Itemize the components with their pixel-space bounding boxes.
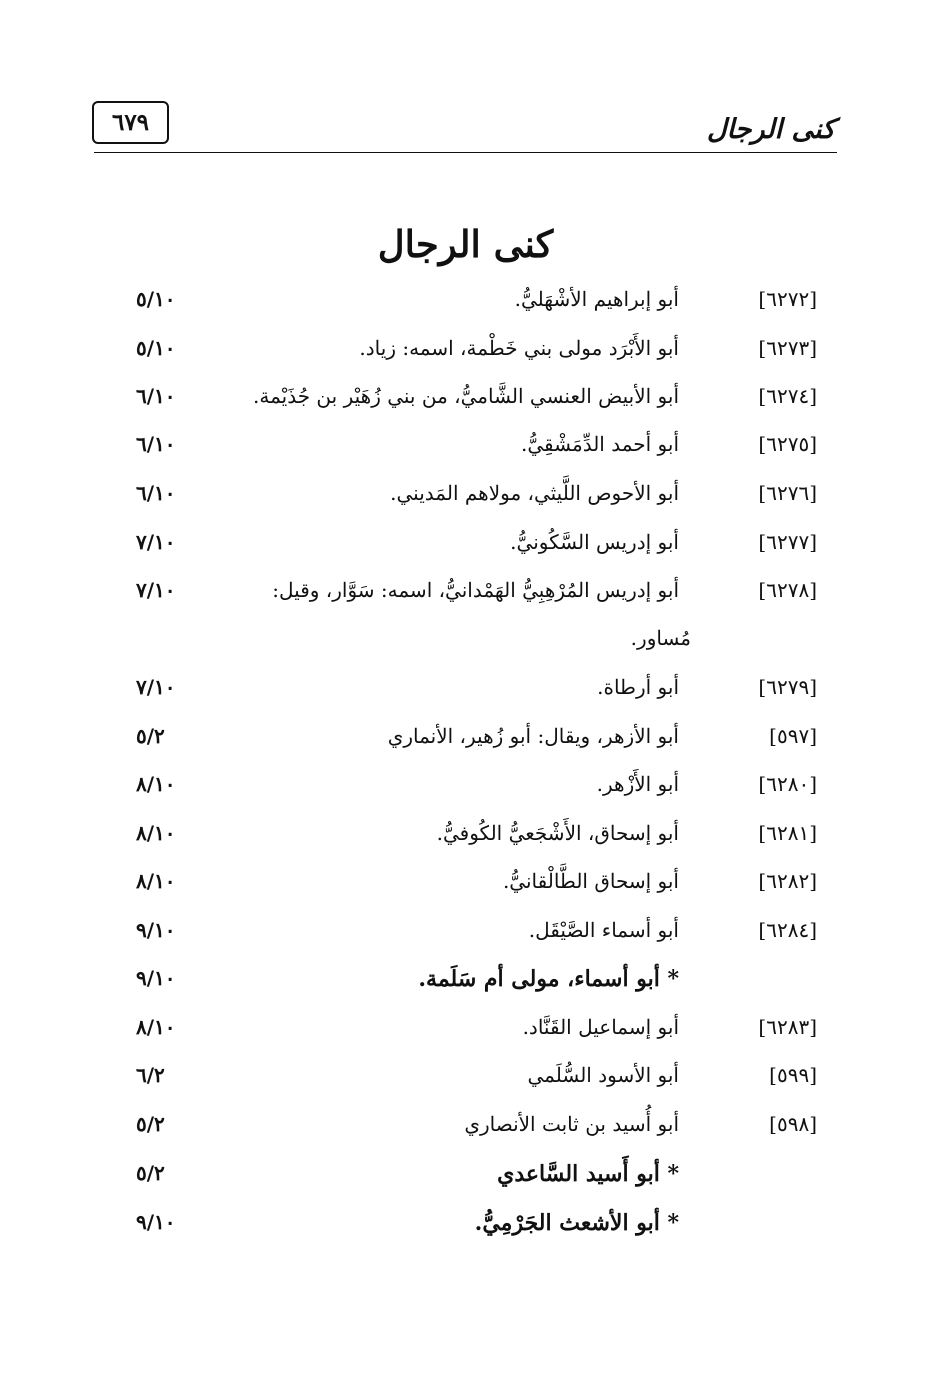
entry-reference: ٥/١٠ [136,336,176,360]
entry-row [0,869,941,909]
entry-number: [٥٩٩] [769,1063,817,1087]
entry-number: [٥٩٧] [769,724,817,748]
entry-row [0,1210,941,1250]
entry-number: [٦٢٧٢] [758,287,817,311]
entry-name: أبو إدريس المُرْهِبِيُّ الهَمْدانيُّ، اسمه: سَوَّار، وقيل: [272,578,679,602]
entry-name: أبو إبراهيم الأشْهَليُّ. [514,287,679,311]
entry-reference: ٥/٢ [136,1112,165,1136]
entry-reference: ٥/٢ [136,724,165,748]
entry-reference: ٧/١٠ [136,530,176,554]
entry-name: * أبو الأشعث الجَرْمِيُّ. [474,1210,679,1236]
entry-name: أبو الأسود السُّلَمي [527,1063,679,1087]
entry-reference: ٩/١٠ [136,1210,176,1234]
entry-row [0,675,941,715]
entry-name: أبو إسحاق الطَّالْقانيُّ. [502,869,679,893]
entry-name: أبو أحمد الدِّمَشْقِيُّ. [521,432,679,456]
entry-number: [٦٢٨١] [758,821,817,845]
entry-reference: ٦/١٠ [136,432,176,456]
page-number-box [92,101,169,144]
entry-name: أبو إسحاق، الأَشْجَعيُّ الكُوفيُّ. [436,821,679,845]
entry-reference: ٨/١٠ [136,1015,176,1039]
entry-reference: ٨/١٠ [136,869,176,893]
entry-row [0,1015,941,1055]
entry-number: [٦٢٨٠] [758,772,817,796]
entry-number: [٦٢٨٤] [758,918,817,942]
entry-name: أبو أرطاة. [597,675,679,699]
entry-reference: ٦/١٠ [136,481,176,505]
entry-number: [٥٩٨] [769,1112,817,1136]
entry-name: * أبو أسماء، مولى أم سَلَمة. [418,966,679,992]
entry-row [0,821,941,861]
entry-row [0,384,941,424]
entry-name: أبو الأبيض العنسي الشَّاميُّ، من بني زُهَيْر بن جُذَيْمة. [253,384,679,408]
entry-name: أبو الأَزْهر. [596,772,679,796]
entry-row [0,966,941,1006]
entry-number: [٦٢٧٤] [758,384,817,408]
entry-row [0,1112,941,1152]
entry-reference: ٦/١٠ [136,384,176,408]
entry-row [0,772,941,812]
section-title: كنى الرجال [377,222,554,266]
entry-number: [٦٢٧٦] [758,481,817,505]
entry-name: أبو إسماعيل القَنَّاد. [522,1015,679,1039]
entry-reference: ٩/١٠ [136,918,176,942]
entry-number: [٦٢٧٧] [758,530,817,554]
entry-name: أبو أُسيد بن ثابت الأنصاري [464,1112,679,1136]
entry-row [0,918,941,958]
running-header-title: كنى الرجال [706,114,835,145]
entry-reference: ٥/١٠ [136,287,176,311]
entry-number: [٦٢٨٣] [758,1015,817,1039]
entry-row [0,530,941,570]
entry-row [0,1161,941,1201]
entry-reference: ٧/١٠ [136,675,176,699]
entry-number: [٦٢٧٣] [758,336,817,360]
entry-row [0,287,941,327]
entry-name: أبو الأزهر، ويقال: أبو زُهير، الأنماري [387,724,679,748]
entry-reference: ٨/١٠ [136,772,176,796]
entry-number: [٦٢٧٨] [758,578,817,602]
entry-name: أبو إدريس السَّكُونيُّ. [510,530,679,554]
entry-row [0,578,941,650]
entry-reference: ٧/١٠ [136,578,176,602]
entry-reference: ٥/٢ [136,1161,165,1185]
entry-row [0,481,941,521]
entry-name: أبو الأحوص اللَّيثي، مولاهم المَديني. [390,481,679,505]
entry-name: أبو أسماء الصَّيْقَل. [528,918,679,942]
page-number: ٦٧٩ [111,109,150,136]
entry-row [0,432,941,472]
entry-name-continuation: مُساور. [630,626,691,650]
header-rule [94,152,837,153]
entry-number: [٦٢٧٩] [758,675,817,699]
entry-number: [٦٢٨٢] [758,869,817,893]
entry-name: أبو الأَبْرَد مولى بني خَطْمة، اسمه: زياد. [359,336,679,360]
entry-reference: ٩/١٠ [136,966,176,990]
entry-name: * أبو أَسيد السَّاعدي [497,1161,679,1187]
entry-reference: ٨/١٠ [136,821,176,845]
entry-row [0,336,941,376]
entry-row [0,1063,941,1103]
entry-number: [٦٢٧٥] [758,432,817,456]
entry-reference: ٦/٢ [136,1063,165,1087]
entry-row [0,724,941,764]
